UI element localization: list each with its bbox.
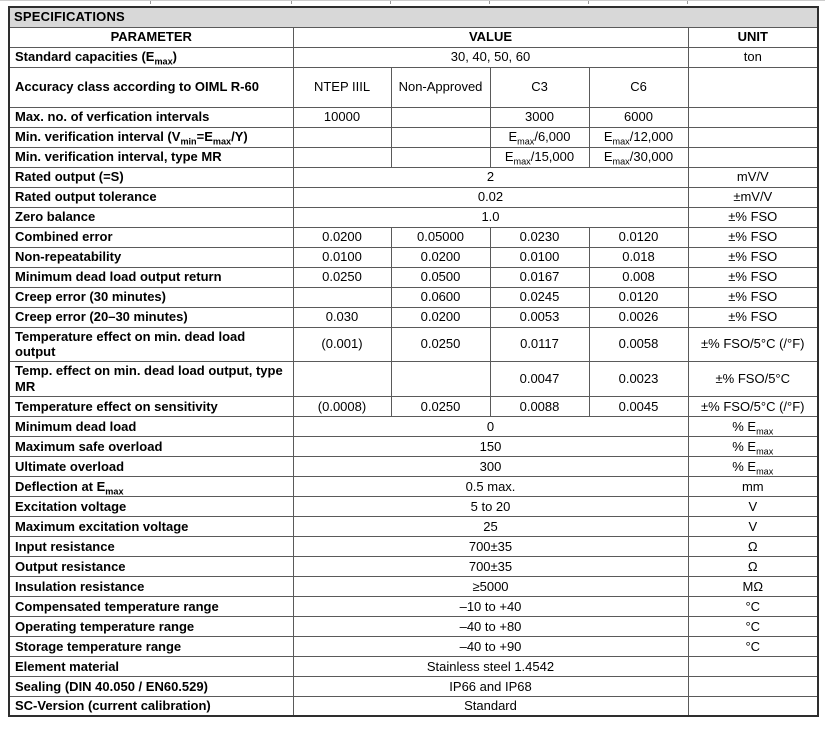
value-cell: 0.018 [589, 247, 688, 267]
parameter-cell: Creep error (20–30 minutes) [9, 307, 293, 327]
table-row [9, 167, 818, 187]
unit-cell: °C [688, 616, 818, 636]
value-cell: 0.0500 [391, 267, 490, 287]
value-cell [391, 362, 490, 397]
unit-cell: % $E_{max}$ [688, 456, 818, 476]
unit-cell [688, 656, 818, 676]
value-cell: Standard [293, 696, 688, 716]
unit-cell: mV/V [688, 167, 818, 187]
unit-cell [688, 127, 818, 147]
value-cell: NTEP IIIL [293, 67, 391, 107]
table-row [9, 207, 818, 227]
parameter-cell: Element material [9, 656, 293, 676]
unit-cell: ±% FSO [688, 207, 818, 227]
value-cell: 0.0230 [490, 227, 589, 247]
value-cell: 0.030 [293, 307, 391, 327]
value-cell: –40 to +90 [293, 636, 688, 656]
unit-cell: % $E_{max}$ [688, 436, 818, 456]
value-cell [391, 107, 490, 127]
unit-cell: ±% FSO/5°C (/°F) [688, 327, 818, 362]
value-cell: 0.0120 [589, 287, 688, 307]
value-cell: 0.5 max. [293, 476, 688, 496]
value-cell: C6 [589, 67, 688, 107]
value-cell: 1.0 [293, 207, 688, 227]
unit-cell: °C [688, 596, 818, 616]
parameter-cell: Ultimate overload [9, 456, 293, 476]
value-cell: 0.0088 [490, 396, 589, 416]
value-cell: IP66 and IP68 [293, 676, 688, 696]
unit-cell [688, 696, 818, 716]
value-cell: 0.0250 [391, 327, 490, 362]
value-cell: 0.008 [589, 267, 688, 287]
parameter-cell: Output resistance [9, 556, 293, 576]
value-cell: –40 to +80 [293, 616, 688, 636]
value-cell: 0.0120 [589, 227, 688, 247]
cropped-table-edge [0, 0, 825, 3]
parameter-cell: Compensated temperature range [9, 596, 293, 616]
value-cell: 0.0600 [391, 287, 490, 307]
parameter-cell: Storage temperature range [9, 636, 293, 656]
unit-cell: % $E_{max}$ [688, 416, 818, 436]
unit-cell: ±% FSO [688, 267, 818, 287]
table-row [9, 47, 818, 67]
parameter-cell: Max. no. of verfication intervals [9, 107, 293, 127]
unit-cell: °C [688, 636, 818, 656]
value-cell: 0.0100 [293, 247, 391, 267]
parameter-cell: Maximum excitation voltage [9, 516, 293, 536]
value-cell: –10 to +40 [293, 596, 688, 616]
parameter-cell: Sealing (DIN 40.050 / EN60.529) [9, 676, 293, 696]
table-row [9, 307, 818, 327]
parameter-cell: Input resistance [9, 536, 293, 556]
table-row [9, 556, 818, 576]
table-row [9, 187, 818, 207]
table-row [9, 327, 818, 362]
unit-cell: ±% FSO [688, 247, 818, 267]
table-row [9, 396, 818, 416]
table-row [9, 536, 818, 556]
unit-cell: ±% FSO/5°C (/°F) [688, 396, 818, 416]
column-header-row [9, 27, 818, 47]
table-row [9, 696, 818, 716]
unit-cell [688, 107, 818, 127]
table-row [9, 267, 818, 287]
unit-cell: V [688, 516, 818, 536]
value-cell: 0.0058 [589, 327, 688, 362]
table-row [9, 516, 818, 536]
table-row [9, 436, 818, 456]
parameter-cell: Creep error (30 minutes) [9, 287, 293, 307]
table-row [9, 616, 818, 636]
table-row [9, 596, 818, 616]
table-row [9, 476, 818, 496]
value-cell [391, 147, 490, 167]
unit-cell: ±% FSO [688, 307, 818, 327]
unit-cell: ton [688, 47, 818, 67]
table-row [9, 362, 818, 397]
spec-table-body [9, 7, 818, 716]
table-row [9, 496, 818, 516]
value-cell: 700±35 [293, 556, 688, 576]
column-header-unit: UNIT [688, 27, 818, 47]
value-cell: 0.0023 [589, 362, 688, 397]
value-cell: 0.0100 [490, 247, 589, 267]
unit-cell [688, 676, 818, 696]
unit-cell: ±mV/V [688, 187, 818, 207]
value-cell: 0 [293, 416, 688, 436]
parameter-cell: Standard capacities $(E_{max})$ [9, 47, 293, 67]
value-cell: 2 [293, 167, 688, 187]
table-row [9, 107, 818, 127]
value-cell: (0.0008) [293, 396, 391, 416]
parameter-cell: Accuracy class according to OIML R-60 [9, 67, 293, 107]
value-cell: 0.0200 [391, 307, 490, 327]
parameter-cell: Temperature effect on sensitivity [9, 396, 293, 416]
value-cell: 5 to 20 [293, 496, 688, 516]
spec-sheet [8, 6, 819, 717]
table-row [9, 656, 818, 676]
table-row [9, 576, 818, 596]
parameter-cell: Excitation voltage [9, 496, 293, 516]
value-cell: 0.0200 [391, 247, 490, 267]
page-title: SPECIFICATIONS [9, 7, 818, 27]
parameter-cell: Minimum dead load [9, 416, 293, 436]
title-row [9, 7, 818, 27]
unit-cell: mm [688, 476, 818, 496]
value-cell: 0.0200 [293, 227, 391, 247]
value-cell: Stainless steel 1.4542 [293, 656, 688, 676]
table-row [9, 416, 818, 436]
specifications-table [8, 6, 819, 717]
value-cell: 0.05000 [391, 227, 490, 247]
value-cell: 0.0117 [490, 327, 589, 362]
value-cell: $E_{max}/30,000$ [589, 147, 688, 167]
parameter-cell: SC-Version (current calibration) [9, 696, 293, 716]
table-row [9, 676, 818, 696]
value-cell: 0.0045 [589, 396, 688, 416]
parameter-cell: Temperature effect on min. dead load output [9, 327, 293, 362]
value-cell: 3000 [490, 107, 589, 127]
value-cell: (0.001) [293, 327, 391, 362]
value-cell: 0.0047 [490, 362, 589, 397]
parameter-cell: Temp. effect on min. dead load output, type MR [9, 362, 293, 397]
value-cell: Non-Approved [391, 67, 490, 107]
unit-cell: V [688, 496, 818, 516]
parameter-cell: Minimum dead load output return [9, 267, 293, 287]
value-cell: 0.0167 [490, 267, 589, 287]
value-cell: 6000 [589, 107, 688, 127]
unit-cell: ±% FSO [688, 287, 818, 307]
parameter-cell: Operating temperature range [9, 616, 293, 636]
unit-cell: ±% FSO [688, 227, 818, 247]
parameter-cell: Min. verification interval, type MR [9, 147, 293, 167]
parameter-cell: Deflection at $E_{max}$ [9, 476, 293, 496]
value-cell: 150 [293, 436, 688, 456]
unit-cell: Ω [688, 536, 818, 556]
unit-cell [688, 147, 818, 167]
parameter-cell: Combined error [9, 227, 293, 247]
value-cell: 25 [293, 516, 688, 536]
table-row [9, 147, 818, 167]
value-cell: 10000 [293, 107, 391, 127]
parameter-cell: Non-repeatability [9, 247, 293, 267]
table-row [9, 67, 818, 107]
value-cell: $E_{max}/6,000$ [490, 127, 589, 147]
unit-cell: ±% FSO/5°C [688, 362, 818, 397]
value-cell: $E_{max}/12,000$ [589, 127, 688, 147]
column-header-parameter: PARAMETER [9, 27, 293, 47]
value-cell [293, 147, 391, 167]
value-cell: $E_{max}/15,000$ [490, 147, 589, 167]
table-row [9, 456, 818, 476]
parameter-cell: Min. verification interval $(V_{min}=E_{max}/Y)$ [9, 127, 293, 147]
value-cell: 0.0250 [391, 396, 490, 416]
value-cell: C3 [490, 67, 589, 107]
parameter-cell: Rated output tolerance [9, 187, 293, 207]
parameter-cell: Insulation resistance [9, 576, 293, 596]
value-cell: 0.0026 [589, 307, 688, 327]
column-header-value: VALUE [293, 27, 688, 47]
value-cell [391, 127, 490, 147]
value-cell [293, 362, 391, 397]
value-cell: 300 [293, 456, 688, 476]
value-cell: 0.0250 [293, 267, 391, 287]
value-cell: ≥5000 [293, 576, 688, 596]
table-row [9, 287, 818, 307]
value-cell [293, 127, 391, 147]
unit-cell: Ω [688, 556, 818, 576]
value-cell: 700±35 [293, 536, 688, 556]
value-cell: 0.0053 [490, 307, 589, 327]
unit-cell [688, 67, 818, 107]
value-cell: 30, 40, 50, 60 [293, 47, 688, 67]
value-cell [293, 287, 391, 307]
table-row [9, 636, 818, 656]
unit-cell: MΩ [688, 576, 818, 596]
parameter-cell: Rated output (=S) [9, 167, 293, 187]
table-row [9, 227, 818, 247]
value-cell: 0.0245 [490, 287, 589, 307]
table-row [9, 247, 818, 267]
value-cell: 0.02 [293, 187, 688, 207]
parameter-cell: Maximum safe overload [9, 436, 293, 456]
table-row [9, 127, 818, 147]
parameter-cell: Zero balance [9, 207, 293, 227]
